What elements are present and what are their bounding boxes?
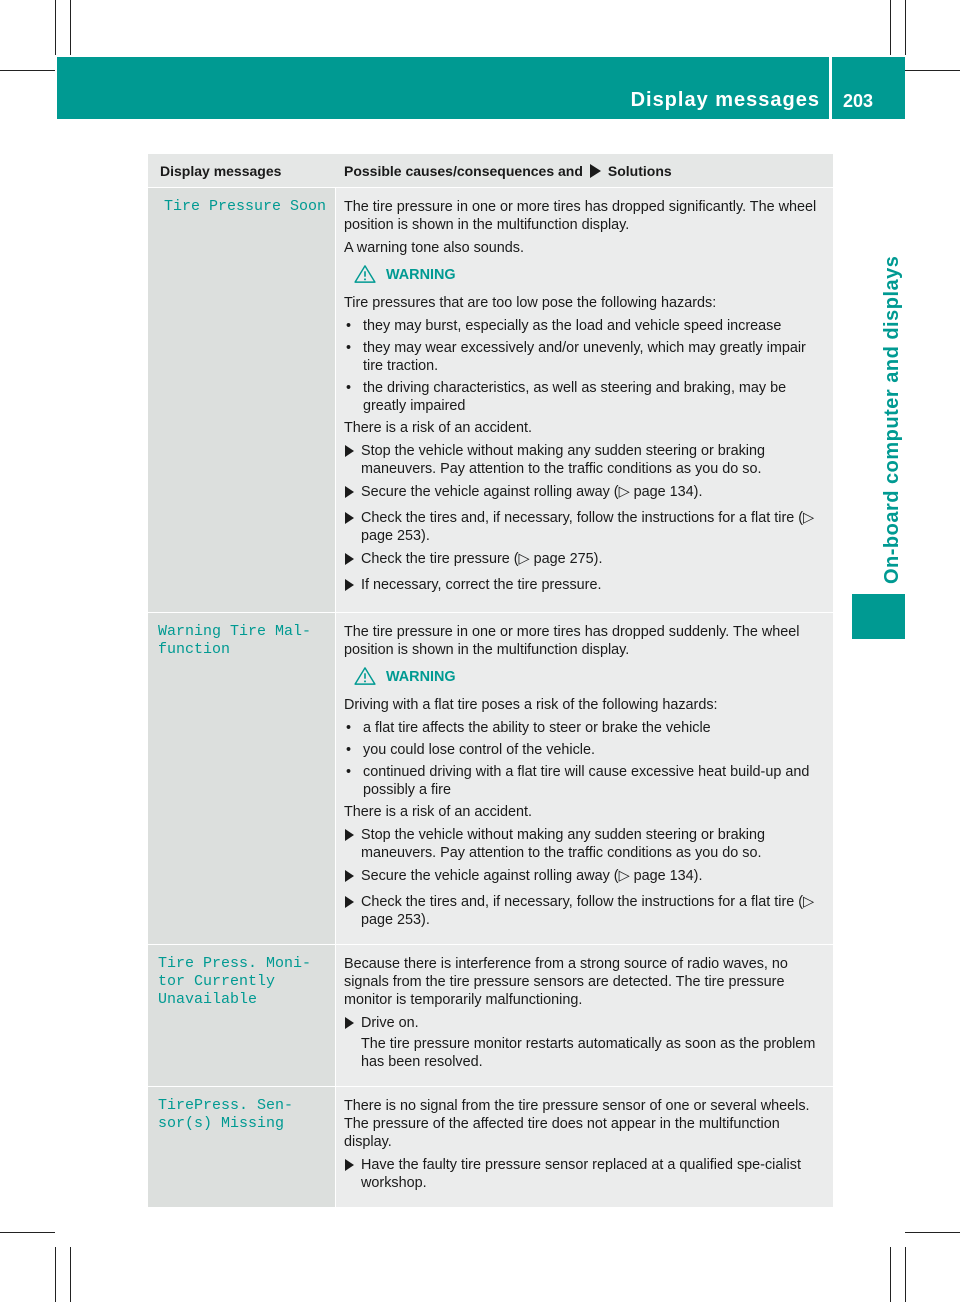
- crop-mark: [0, 1232, 55, 1233]
- side-tab-label: On-board computer and displays: [881, 255, 903, 584]
- step-arrow-icon: [344, 1035, 361, 1071]
- step-arrow-icon: [344, 509, 361, 545]
- step-arrow-icon: [344, 576, 361, 597]
- instruction-step: [344, 893, 823, 929]
- risk-text: There is a risk of an accident.: [344, 420, 532, 436]
- bullet-icon: •: [346, 318, 352, 334]
- hazard-bullet-text: a flat tire affects the ability to steer or brake the vehicle: [363, 720, 711, 736]
- instruction-text: Drive on.: [361, 1015, 419, 1031]
- warning-heading: [344, 667, 823, 687]
- display-message-text: Tire Pressure Soon: [164, 198, 327, 215]
- step-arrow-icon: [344, 550, 361, 571]
- step-arrow-icon: [344, 483, 361, 504]
- instruction-text: Secure the vehicle against rolling away (▷ page 134).: [361, 484, 703, 500]
- description-text: There is no signal from the tire pressure sensor of one or several wheels. The pressure of the affected tire does not appear in the multifunction display.: [344, 1098, 810, 1150]
- col-header-display-messages: Display messages: [160, 163, 282, 179]
- instruction-step: [344, 867, 823, 888]
- bullet-icon: •: [346, 340, 352, 356]
- bullet-icon: •: [346, 764, 352, 780]
- warning-heading: [344, 265, 823, 285]
- description-text: The tire pressure in one or more tires has dropped significantly. The wheel position is shown in the multifunction display.: [344, 199, 817, 233]
- step-arrow-icon: [344, 893, 361, 929]
- instruction-text: Secure the vehicle against rolling away (▷ page 134).: [361, 868, 703, 884]
- crop-mark: [70, 1247, 71, 1302]
- side-tab-block: [852, 594, 905, 639]
- hazard-bullet-text: they may wear excessively and/or unevenly, which may greatly impair tire traction.: [363, 340, 806, 374]
- display-messages-table: [148, 154, 833, 1208]
- page-number: 203: [843, 91, 874, 111]
- hazard-bullet: [344, 379, 823, 415]
- instruction-step: [344, 1156, 823, 1192]
- play-arrow-icon: [590, 164, 601, 178]
- description-text: Because there is interference from a strong source of radio waves, no signals from the tire pressure sensors are detected. The tire pressure monitor is temporarily malfunctioning.: [344, 956, 788, 1008]
- solution-cell: [336, 945, 833, 1086]
- crop-mark: [890, 1247, 891, 1302]
- bullet-icon: •: [346, 380, 352, 396]
- solution-cell: [336, 613, 833, 944]
- warning-label: WARNING: [386, 267, 456, 283]
- description-text: A warning tone also sounds.: [344, 240, 525, 256]
- header-separator: [829, 57, 832, 119]
- instruction-text: Check the tires and, if necessary, follow the instructions for a flat tire (▷ page 253).: [361, 510, 815, 544]
- instruction-step: [344, 442, 823, 478]
- bullet-icon: •: [346, 742, 352, 758]
- col-header-solutions-label: Solutions: [607, 163, 672, 179]
- crop-mark: [905, 0, 906, 55]
- table-body: [148, 188, 833, 1208]
- table-header: [148, 154, 833, 188]
- hazard-bullet: [344, 719, 823, 737]
- crop-mark: [905, 70, 960, 71]
- instruction-step: [344, 509, 823, 545]
- hazard-bullet: [344, 339, 823, 375]
- instruction-text: Have the faulty tire pressure sensor replaced at a qualified spe‐cialist workshop.: [361, 1157, 801, 1191]
- step-arrow-icon: [344, 826, 361, 862]
- instruction-text: Stop the vehicle without making any sudden steering or braking maneuvers. Pay attention to the traffic conditions as you do so.: [361, 443, 765, 477]
- message-cell: [148, 945, 336, 1086]
- crop-mark: [70, 0, 71, 55]
- warning-triangle-icon: [354, 667, 378, 687]
- crop-mark: [0, 70, 55, 71]
- step-arrow-icon: [344, 1014, 361, 1035]
- instruction-step: [344, 826, 823, 862]
- bullet-icon: •: [346, 720, 352, 736]
- hazard-bullet-text: you could lose control of the vehicle.: [363, 742, 595, 758]
- hazard-bullet: [344, 317, 823, 335]
- crop-mark: [55, 0, 56, 55]
- message-cell: [148, 1087, 336, 1207]
- hazard-intro: Driving with a flat tire poses a risk of the following hazards:: [344, 697, 718, 713]
- hazard-intro: Tire pressures that are too low pose the following hazards:: [344, 295, 717, 311]
- instruction-step: [344, 576, 823, 597]
- display-message-text: TirePress. Sen‐ sor(s) Missing: [158, 1097, 294, 1132]
- warning-triangle-icon: [354, 265, 378, 285]
- display-message-text: Tire Press. Moni‐ tor Currently Unavailable: [158, 955, 312, 1008]
- solution-cell: [336, 1087, 833, 1207]
- description-text: The tire pressure in one or more tires has dropped suddenly. The wheel position is shown in the multifunction display.: [344, 624, 800, 658]
- display-message-text: Warning Tire Mal‐ function: [158, 623, 312, 658]
- crop-mark: [905, 1232, 960, 1233]
- hazard-bullet-text: the driving characteristics, as well as steering and braking, may be greatly impaired: [363, 380, 787, 414]
- instruction-text: Check the tire pressure (▷ page 275).: [361, 551, 603, 567]
- hazard-bullet-text: continued driving with a flat tire will cause excessive heat build-up and possibly a fire: [363, 764, 810, 798]
- col-header-solutions: [336, 154, 833, 179]
- hazard-bullet-text: they may burst, especially as the load and vehicle speed increase: [363, 318, 782, 334]
- crop-mark: [890, 0, 891, 55]
- message-cell: [148, 188, 336, 612]
- solution-cell: [336, 188, 833, 612]
- instruction-step: [344, 483, 823, 504]
- instruction-text: The tire pressure monitor restarts automatically as soon as the problem has been resolved.: [361, 1036, 816, 1070]
- message-cell: [148, 613, 336, 944]
- col-header-causes-label: Possible causes/consequences and: [344, 163, 583, 179]
- table-row: [148, 613, 833, 945]
- hazard-bullet: [344, 741, 823, 759]
- crop-mark: [905, 1247, 906, 1302]
- table-row: [148, 188, 833, 613]
- table-row: [148, 1087, 833, 1208]
- instruction-step: [344, 1035, 823, 1071]
- table-row: [148, 945, 833, 1087]
- instruction-text: Stop the vehicle without making any sudden steering or braking maneuvers. Pay attention to the traffic conditions as you do so.: [361, 827, 765, 861]
- instruction-text: If necessary, correct the tire pressure.: [361, 577, 602, 593]
- instruction-text: Check the tires and, if necessary, follow the instructions for a flat tire (▷ page 253).: [361, 894, 815, 928]
- instruction-step: [344, 1014, 823, 1035]
- instruction-step: [344, 550, 823, 571]
- warning-label: WARNING: [386, 669, 456, 685]
- hazard-bullet: [344, 763, 823, 799]
- step-arrow-icon: [344, 442, 361, 478]
- step-arrow-icon: [344, 867, 361, 888]
- page-title: Display messages: [630, 89, 820, 111]
- crop-mark: [55, 1247, 56, 1302]
- risk-text: There is a risk of an accident.: [344, 804, 532, 820]
- step-arrow-icon: [344, 1156, 361, 1192]
